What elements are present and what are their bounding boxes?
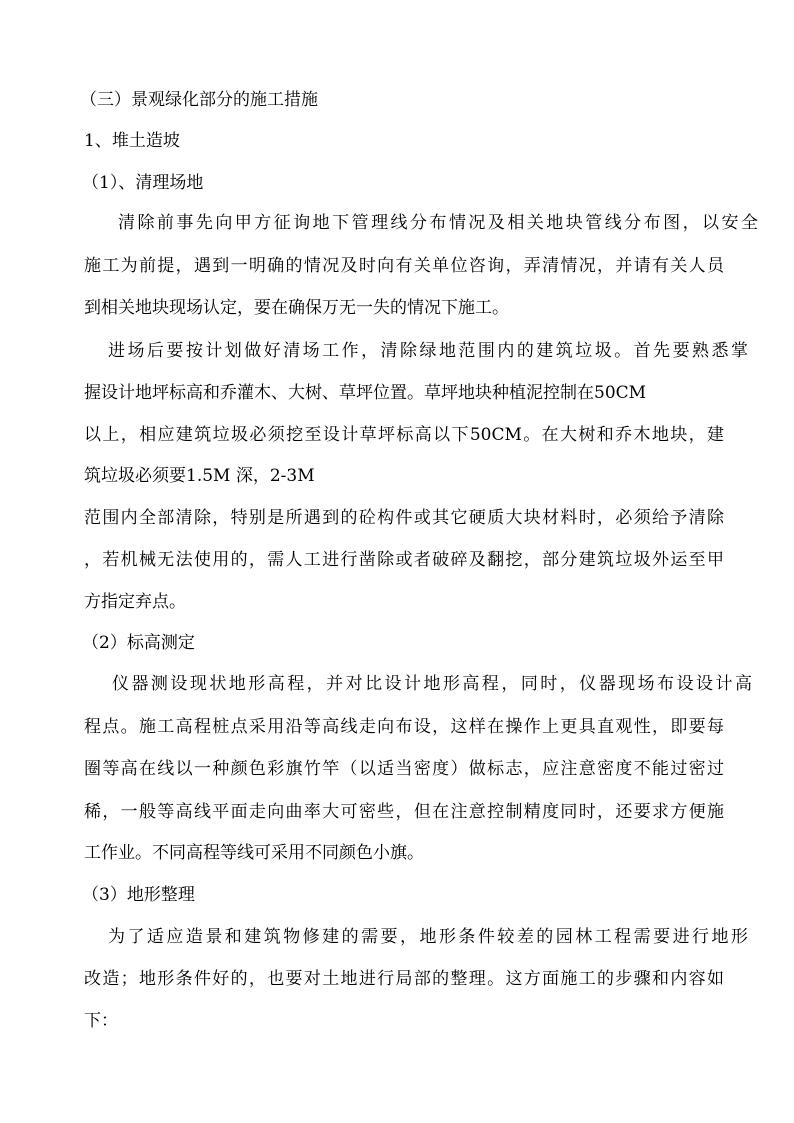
paragraph-line: 筑垃圾必须要1.5M 深，2-3M [84,466,315,486]
subsection-2-title: （2）标高测定 [82,633,195,653]
subsection-1-title: （1）、清理场地 [82,173,204,193]
paragraph-line: 改造；地形条件好的，也要对土地进行局部的整理。这方面施工的步骤和内容如 [84,969,724,989]
paragraph-line: 范围内全部清除，特别是所遇到的砼构件或其它硬质大块材料时，必须给予清除 [84,508,724,528]
paragraph-line: 方指定弃点。 [84,592,186,612]
paragraph-line: 清除前事先向甲方征询地下管理线分布情况及相关地块管线分布图，以安全 [118,213,758,233]
item-1-title: 1、堆土造坡 [84,131,180,151]
paragraph-line: 程点。施工高程桩点采用沿等高线走向布设，这样在操作上更具直观性，即要每 [84,717,724,737]
paragraph-line: 稀，一般等高线平面走向曲率大可密些，但在注意控制精度同时，还要求方便施 [84,802,724,822]
paragraph-line: ，若机械无法使用的，需人工进行凿除或者破碎及翻挖，部分建筑垃圾外运至甲 [84,550,724,570]
paragraph-line: 工作业。不同高程等线可采用不同颜色小旗。 [84,843,424,863]
paragraph-line: 以上，相应建筑垃圾必须挖至设计草坪标高以下50CM。在大树和乔木地块，建 [84,425,724,445]
paragraph-line: 施工为前提，遇到一明确的情况及时向有关单位咨询，弄清情况，并请有关人员 [84,256,724,276]
paragraph-line: 下： [84,1011,118,1031]
paragraph-line: 进场后要按计划做好清场工作，清除绿地范围内的建筑垃圾。首先要熟悉掌 [108,341,748,361]
paragraph-line: 握设计地坪标高和乔灌木、大树、草坪位置。草坪地块种植泥控制在50CM [84,383,647,403]
paragraph-line: 仪器测设现状地形高程，并对比设计地形高程，同时，仪器现场布设设计高 [112,674,752,694]
paragraph-line: 为了适应造景和建筑物修建的需要，地形条件较差的园林工程需要进行地形 [108,927,748,947]
paragraph-line: 圈等高在线以一种颜色彩旗竹竿（以适当密度）做标志，应注意密度不能过密过 [84,759,724,779]
paragraph-line: 到相关地块现场认定，要在确保万无一失的情况下施工。 [84,298,509,318]
subsection-3-title: （3）地形整理 [82,885,195,905]
section-title: （三）景观绿化部分的施工措施 [80,90,318,110]
